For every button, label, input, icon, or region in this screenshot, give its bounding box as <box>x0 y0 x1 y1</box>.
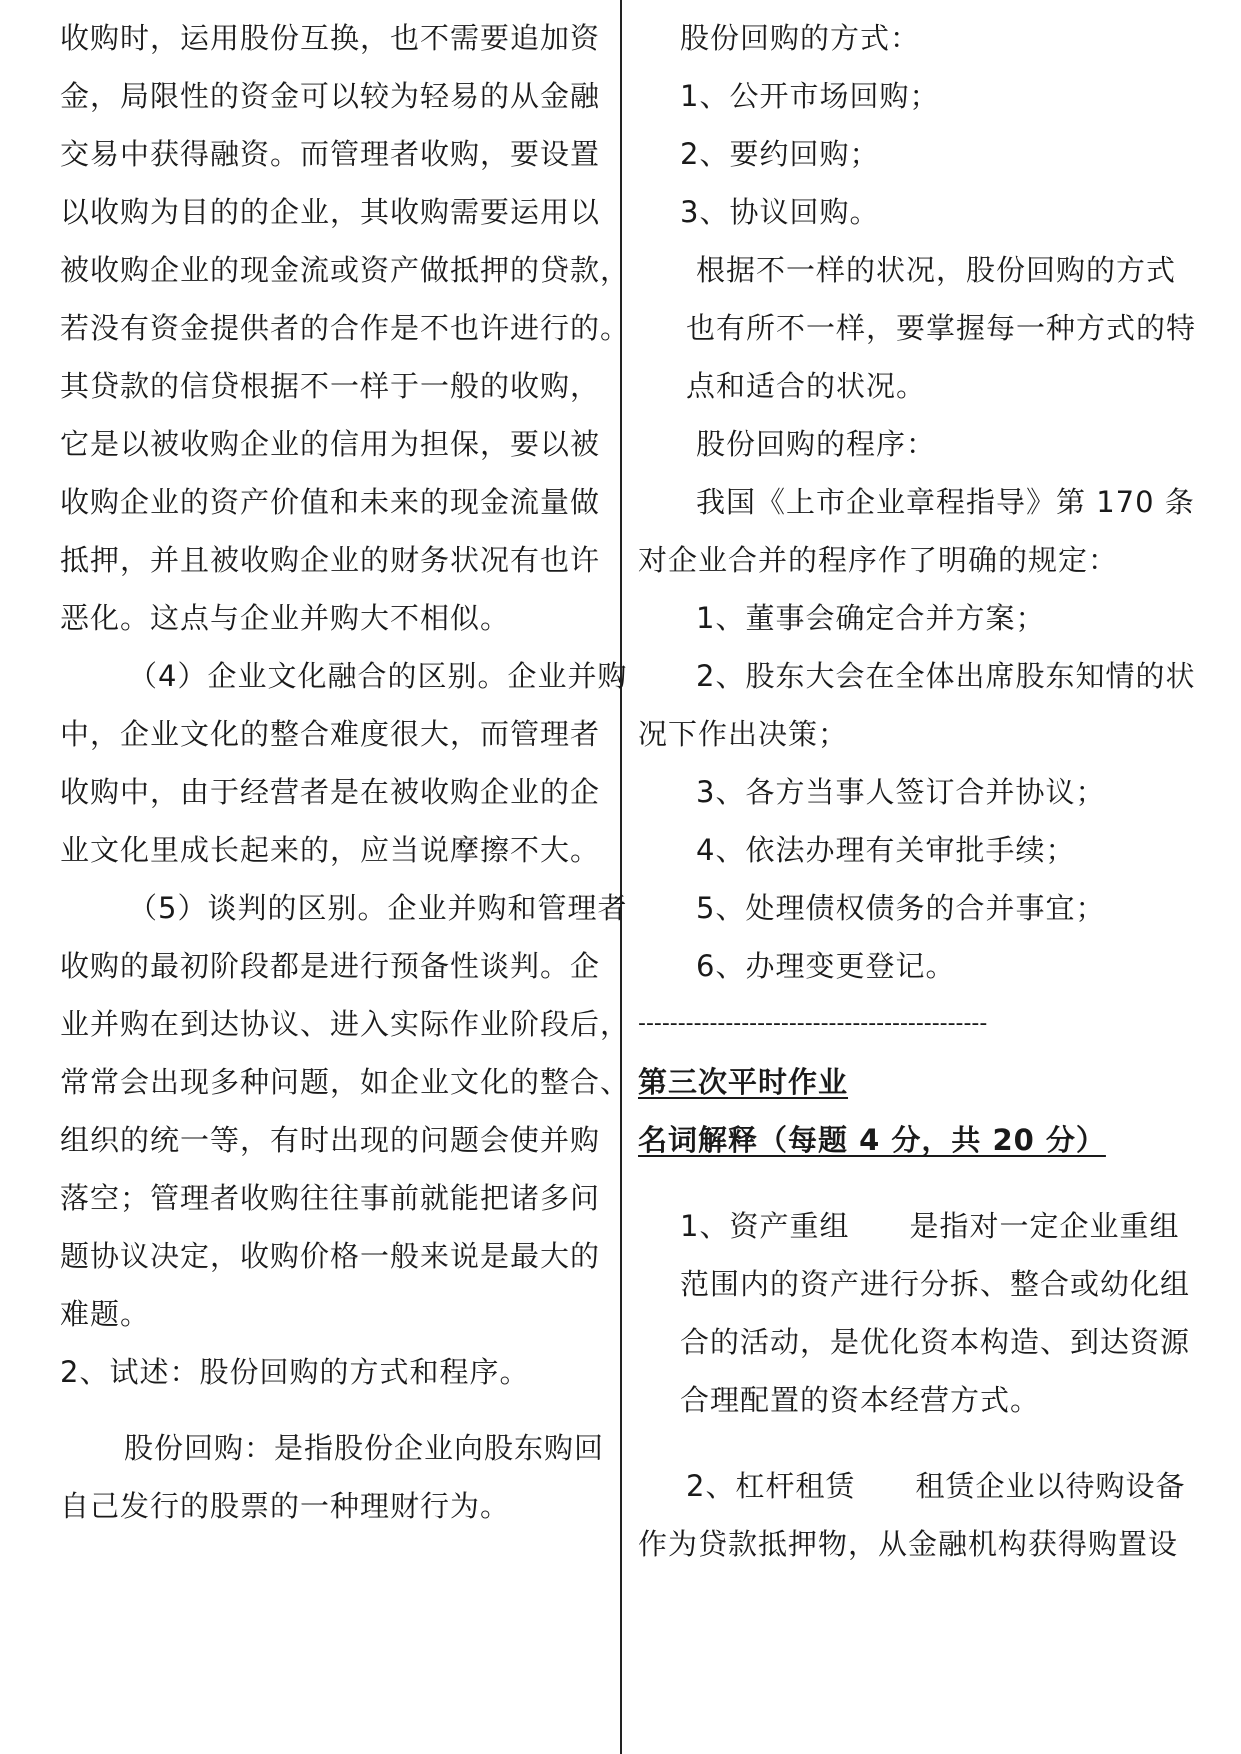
right-line-10: 对企业合并的程序作了明确的规定： <box>638 543 1119 577</box>
right-line-21: 1、资产重组 是指对一定企业重组 <box>680 1209 1180 1243</box>
left-line-6: 若没有资金提供者的合作是不也许进行的。 <box>60 311 631 345</box>
left-line-26: 自己发行的股票的一种理财行为。 <box>60 1489 511 1523</box>
left-line-19: 常常会出现多种问题，如企业文化的整合、 <box>60 1065 631 1099</box>
left-line-12: （4）企业文化融合的区别。企业并购 <box>128 659 628 693</box>
left-line-5: 被收购企业的现金流或资产做抵押的贷款， <box>60 253 631 287</box>
left-line-2: 金，局限性的资金可以较为轻易的从金融 <box>60 79 601 113</box>
right-separator: -------------------------------------------- <box>638 1011 988 1036</box>
right-line-26: 作为贷款抵押物，从金融机构获得购置设 <box>638 1527 1179 1561</box>
left-line-17: 收购的最初阶段都是进行预备性谈判。企 <box>60 949 601 983</box>
right-line-25: 2、杠杆租赁 租赁企业以待购设备 <box>686 1469 1186 1503</box>
section-heading: 第三次平时作业 <box>638 1065 849 1099</box>
left-line-15: 业文化里成长起来的，应当说摩擦不大。 <box>60 833 601 867</box>
left-line-22: 题协议决定，收购价格一般来说是最大的 <box>60 1239 601 1273</box>
right-line-3: 2、要约回购； <box>680 137 880 171</box>
right-line-7: 点和适合的状况。 <box>686 369 927 403</box>
left-line-25: 股份回购：是指股份企业向股东购回 <box>124 1431 605 1465</box>
right-line-6: 也有所不一样，要掌握每一种方式的特 <box>686 311 1197 345</box>
right-line-24: 合理配置的资本经营方式。 <box>680 1383 1041 1417</box>
right-line-16: 5、处理债权债务的合并事宜； <box>696 891 1106 925</box>
right-line-2: 1、公开市场回购； <box>680 79 940 113</box>
left-line-20: 组织的统一等，有时出现的问题会使并购 <box>60 1123 601 1157</box>
left-line-23: 难题。 <box>60 1297 151 1331</box>
right-line-13: 况下作出决策； <box>638 717 849 751</box>
right-line-1: 股份回购的方式： <box>680 21 921 55</box>
left-line-13: 中，企业文化的整合难度很大，而管理者 <box>60 717 601 751</box>
right-line-4: 3、协议回购。 <box>680 195 880 229</box>
right-line-12: 2、股东大会在全体出席股东知情的状 <box>696 659 1196 693</box>
right-line-5: 根据不一样的状况，股份回购的方式 <box>696 253 1177 287</box>
right-line-22: 范围内的资产进行分拆、整合或幼化组 <box>680 1267 1191 1301</box>
left-line-21: 落空；管理者收购往往事前就能把诸多问 <box>60 1181 601 1215</box>
right-line-15: 4、依法办理有关审批手续； <box>696 833 1076 867</box>
left-line-8: 它是以被收购企业的信用为担保，要以被 <box>60 427 601 461</box>
left-line-1: 收购时，运用股份互换，也不需要追加资 <box>60 21 601 55</box>
right-line-14: 3、各方当事人签订合并协议； <box>696 775 1106 809</box>
left-line-3: 交易中获得融资。而管理者收购，要设置 <box>60 137 601 171</box>
left-line-11: 恶化。这点与企业并购大不相似。 <box>60 601 511 635</box>
left-line-24: 2、试述：股份回购的方式和程序。 <box>60 1355 530 1389</box>
right-line-23: 合的活动，是优化资本构造、到达资源 <box>680 1325 1191 1359</box>
left-line-7: 其贷款的信贷根据不一样于一般的收购， <box>60 369 601 403</box>
left-line-4: 以收购为目的的企业，其收购需要运用以 <box>60 195 601 229</box>
left-line-14: 收购中，由于经营者是在被收购企业的企 <box>60 775 601 809</box>
left-line-10: 抵押，并且被收购企业的财务状况有也许 <box>60 543 601 577</box>
right-line-11: 1、董事会确定合并方案； <box>696 601 1046 635</box>
subsection-heading: 名词解释（每题 4 分，共 20 分） <box>638 1123 1106 1157</box>
left-line-16: （5）谈判的区别。企业并购和管理者 <box>128 891 628 925</box>
left-line-9: 收购企业的资产价值和未来的现金流量做 <box>60 485 601 519</box>
right-line-9: 我国《上市企业章程指导》第 170 条 <box>696 485 1195 519</box>
right-line-17: 6、办理变更登记。 <box>696 949 956 983</box>
right-line-8: 股份回购的程序： <box>696 427 937 461</box>
left-line-18: 业并购在到达协议、进入实际作业阶段后， <box>60 1007 631 1041</box>
